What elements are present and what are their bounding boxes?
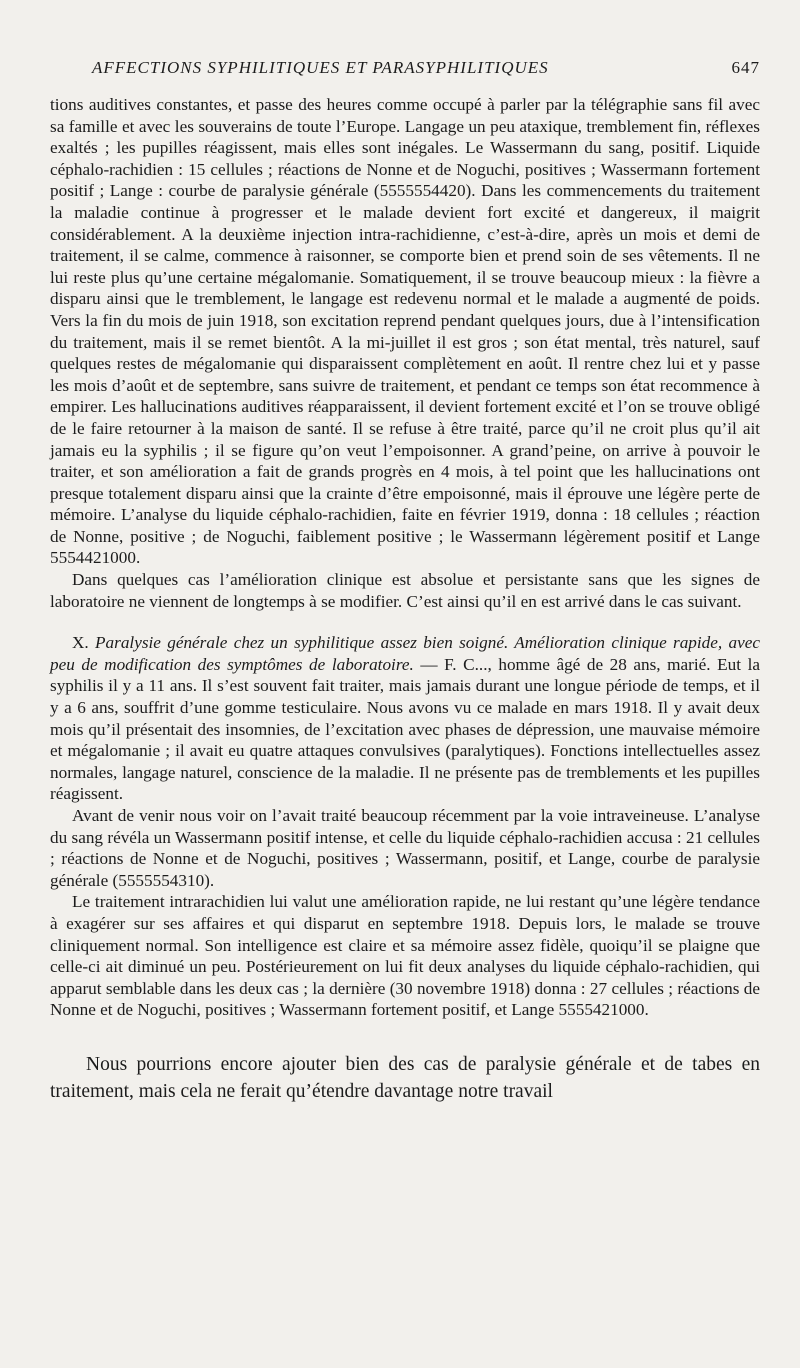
paragraph-treatment-history: Avant de venir nous voir on l’avait traité beaucoup récemment par la voie intraveineuse. L’analyse du sang révéla un Wassermann positif intense, et celle du liquide céphalo-rachidien accusa : 21 cellules ; réactions de Nonne et de Noguchi, positives ; Wassermann, positif, et Lange, courbe de paralysie générale (5555554310).: [50, 806, 760, 890]
running-title: AFFECTIONS SYPHILITIQUES ET PARASYPHILITIQUES: [92, 58, 549, 77]
paragraph-laboratory-signs: Dans quelques cas l’amélioration clinique est absolue et persistante sans que les signes de laboratoire ne viennent de longtemps à se modifier. C’est ainsi qu’il en est arrivé dans le cas suivant.: [50, 570, 760, 611]
paragraph-continuation: tions auditives constantes, et passe des heures comme occupé à parler par la télégraphie sans fil avec sa famille et avec les souverains de toute l’Europe. Langage un peu ataxique, tremblement fin, réflexes exaltés ; les pupilles réagissent, mais elles sont inégales. Le Wassermann du sang, positif. Liquide céphalo-rachidien : 15 cellules ; réactions de Nonne et de Noguchi, positives ; Wassermann fortement positif ; Lange : courbe de paralysie générale (5555554420). Dans les commencements du traitement la maladie continue à progresser et le malade devient fort excité et dangereux, il maigrit considérablement. A la deuxième injection intra-rachidienne, c’est-à-dire, après un mois et demi de traitement, il se calme, commence à raisonner, se comporte bien et prend soin de ses vêtements. Il ne lui reste plus qu’une certaine mégalomanie. Somatiquement, il se trouve beaucoup mieux : la fièvre a disparu ainsi que le tremblement, le langage est redevenu normal et le malade a augmenté de poids. Vers la fin du mois de juin 1918, son excitation reprend pendant quelques jours, due à l’intensification du traitement, mais il se remet bientôt. A la mi-juillet il est gros ; son état mental, très naturel, sauf quelques restes de mégalomanie qui disparaissent complètement en août. Il rentre chez lui et y passe les mois d’août et de septembre, sans suivre de traitement, et pendant ce temps son état recommence à empirer. Les hallucinations auditives réapparaissent, il devient fortement excité et l’on se trouve obligé de le faire retourner à la maison de santé. Il se refuse à être traité, parce qu’il ne croit plus qu’il ait jamais eu la syphilis ; il se figure qu’on veut l’empoisonner. A grand’peine, on arrive à pouvoir le traiter, et son amélioration a fait de grands progrès en 4 mois, à tel point que les hallucinations ont presque totalement disparu ainsi que la crainte d’être empoisonné, mais il éprouve une légère perte de mémoire. L’analyse du liquide céphalo-rachidien, faite en février 1919, donna : 18 cellules ; réaction de Nonne, positive ; de Noguchi, faiblement positive ; le Wassermann légèrement positif et Lange 5554421000.: [50, 95, 760, 568]
case-number: X.: [72, 633, 89, 653]
case-x-paragraph: [50, 632, 760, 805]
case-text: — F. C..., homme âgé de 28 ans, marié. Eut la syphilis il y a 11 ans. Il s’est souvent fait traiter, mais jamais durant une longue période de temps, et il y a 6 ans, souffrit d’une gomme testiculaire. Nous avons vu ce malade en mars 1918. Il y avait deux mois qu’il présentait des insomnies, de l’excitation avec phases de dépression, une mauvaise mémoire et mégalomanie ; il avait eu quatre attaques convulsives (paralytiques). Fonctions intellectuelles assez normales, langage naturel, conscience de la maladie. Il ne présente pas de tremblements et les pupilles réagissent.: [50, 654, 760, 804]
paragraph-conclusion: Nous pourrions encore ajouter bien des cas de paralysie générale et de tabes en traitement, mais cela ne ferait qu’étendre davantage notre travail: [50, 1053, 760, 1102]
paragraph-treatment-result: Le traitement intrarachidien lui valut une amélioration rapide, ne lui restant qu’une légère tendance à exagérer sur ses affaires et qui disparut en septembre 1918. Depuis lors, le malade se trouve cliniquement normal. Son intelligence est claire et sa mémoire assez fidèle, quoiqu’il se plaigne que celle-ci ait diminué un peu. Postérieurement on lui fit deux analyses du liquide céphalo-rachidien, qui apparut semblable dans les deux cas ; la dernière (30 novembre 1918) donna : 27 cellules ; réactions de Nonne et de Noguchi, positives ; Wassermann fortement positif, et Lange 5555421000.: [50, 892, 760, 1020]
page-body: [50, 94, 760, 1105]
case-title: Paralysie générale chez un syphilitique assez bien soigné. Amélioration clinique rapide, avec peu de modification des symptômes de laboratoire.: [50, 633, 760, 674]
page-number: 647: [731, 58, 760, 77]
page-header: [92, 58, 760, 82]
